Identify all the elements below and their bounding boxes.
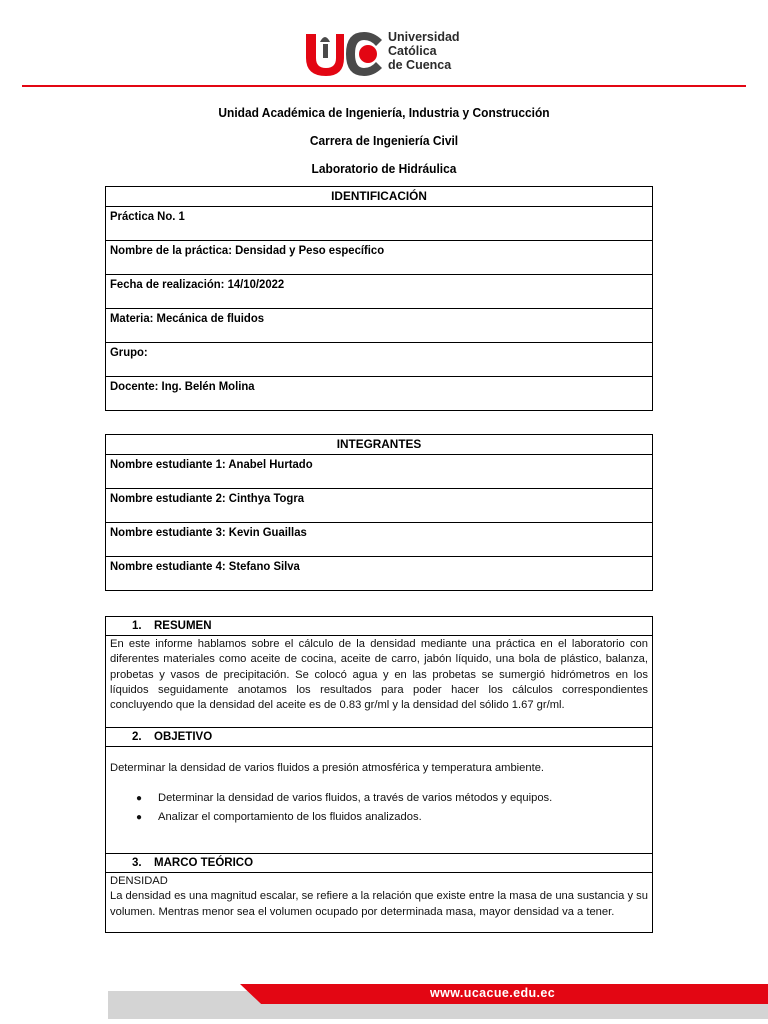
university-name-line2: Católica <box>388 44 437 58</box>
report-sections-table <box>105 616 653 933</box>
student-row-1: Nombre estudiante 1: Anabel Hurtado <box>106 455 653 489</box>
student-row-2: Nombre estudiante 2: Cinthya Togra <box>106 489 653 523</box>
academic-unit-title: Unidad Académica de Ingeniería, Industria y Construcción <box>218 105 550 120</box>
theory-heading: 3. MARCO TEÓRICO <box>106 854 653 873</box>
subject-row: Materia: Mecánica de fluidos <box>106 309 653 343</box>
header-divider <box>22 85 746 87</box>
university-logo <box>304 30 474 78</box>
date-row: Fecha de realización: 14/10/2022 <box>106 275 653 309</box>
identification-table <box>105 186 653 411</box>
group-row: Grupo: <box>106 343 653 377</box>
university-name-line1: Universidad <box>388 30 460 44</box>
members-header: INTEGRANTES <box>106 435 653 455</box>
objective-heading: 2. OBJETIVO <box>106 728 653 747</box>
laboratory-title: Laboratorio de Hidráulica <box>311 161 457 176</box>
theory-text: La densidad es una magnitud escalar, se refiere a la relación que existe entre la masa de una sustancia y su volumen. Mentras menor sea el volumen ocupado por determinada masa, mayor densidad va a tener. <box>110 890 648 918</box>
members-table <box>105 434 653 591</box>
university-name-line3: de Cuenca <box>388 58 452 72</box>
practice-name-row: Nombre de la práctica: Densidad y Peso específico <box>106 241 653 275</box>
objective-general: Determinar la densidad de varios fluidos a presión atmosférica y temperatura ambiente. <box>110 762 545 774</box>
career-title: Carrera de Ingeniería Civil <box>309 133 459 148</box>
document-titles <box>0 104 768 188</box>
teacher-row: Docente: Ing. Belén Molina <box>106 377 653 411</box>
identification-header: IDENTIFICACIÓN <box>106 187 653 207</box>
uc-logo-icon <box>304 30 384 78</box>
summary-text: En este informe hablamos sobre el cálculo de la densidad mediante una práctica en el laboratorio con diferentes materiales como aceite de cocina, aceite de carro, jabón líquido, una bola de plástico, balanza, probetas y vasos de precipitación. Se colocó agua y en las probetas se sumergió hidrómetros en los líquidos seguidamente anotamos los resultados para poder hacer los cálculos correspondientes concluyendo que la densidad del aceite es de 0.83 gr/ml y la densidad del sólido 1.67 gr/ml. <box>106 636 653 728</box>
objective-body <box>106 747 653 854</box>
university-name <box>388 30 460 72</box>
practice-number-row: Práctica No. 1 <box>106 207 653 241</box>
theory-subtitle: DENSIDAD <box>110 875 168 887</box>
footer-website-link[interactable]: www.ucacue.edu.ec <box>430 986 556 1000</box>
student-row-4: Nombre estudiante 4: Stefano Silva <box>106 557 653 591</box>
objective-bullet: ● Determinar la densidad de varios fluidos, a través de varios métodos y equipos. <box>136 792 553 805</box>
student-row-3: Nombre estudiante 3: Kevin Guaillas <box>106 523 653 557</box>
theory-body <box>106 873 653 933</box>
objective-bullet: ● Analizar el comportamiento de los fluidos analizados. <box>136 811 422 824</box>
summary-heading: 1. RESUMEN <box>106 617 653 636</box>
